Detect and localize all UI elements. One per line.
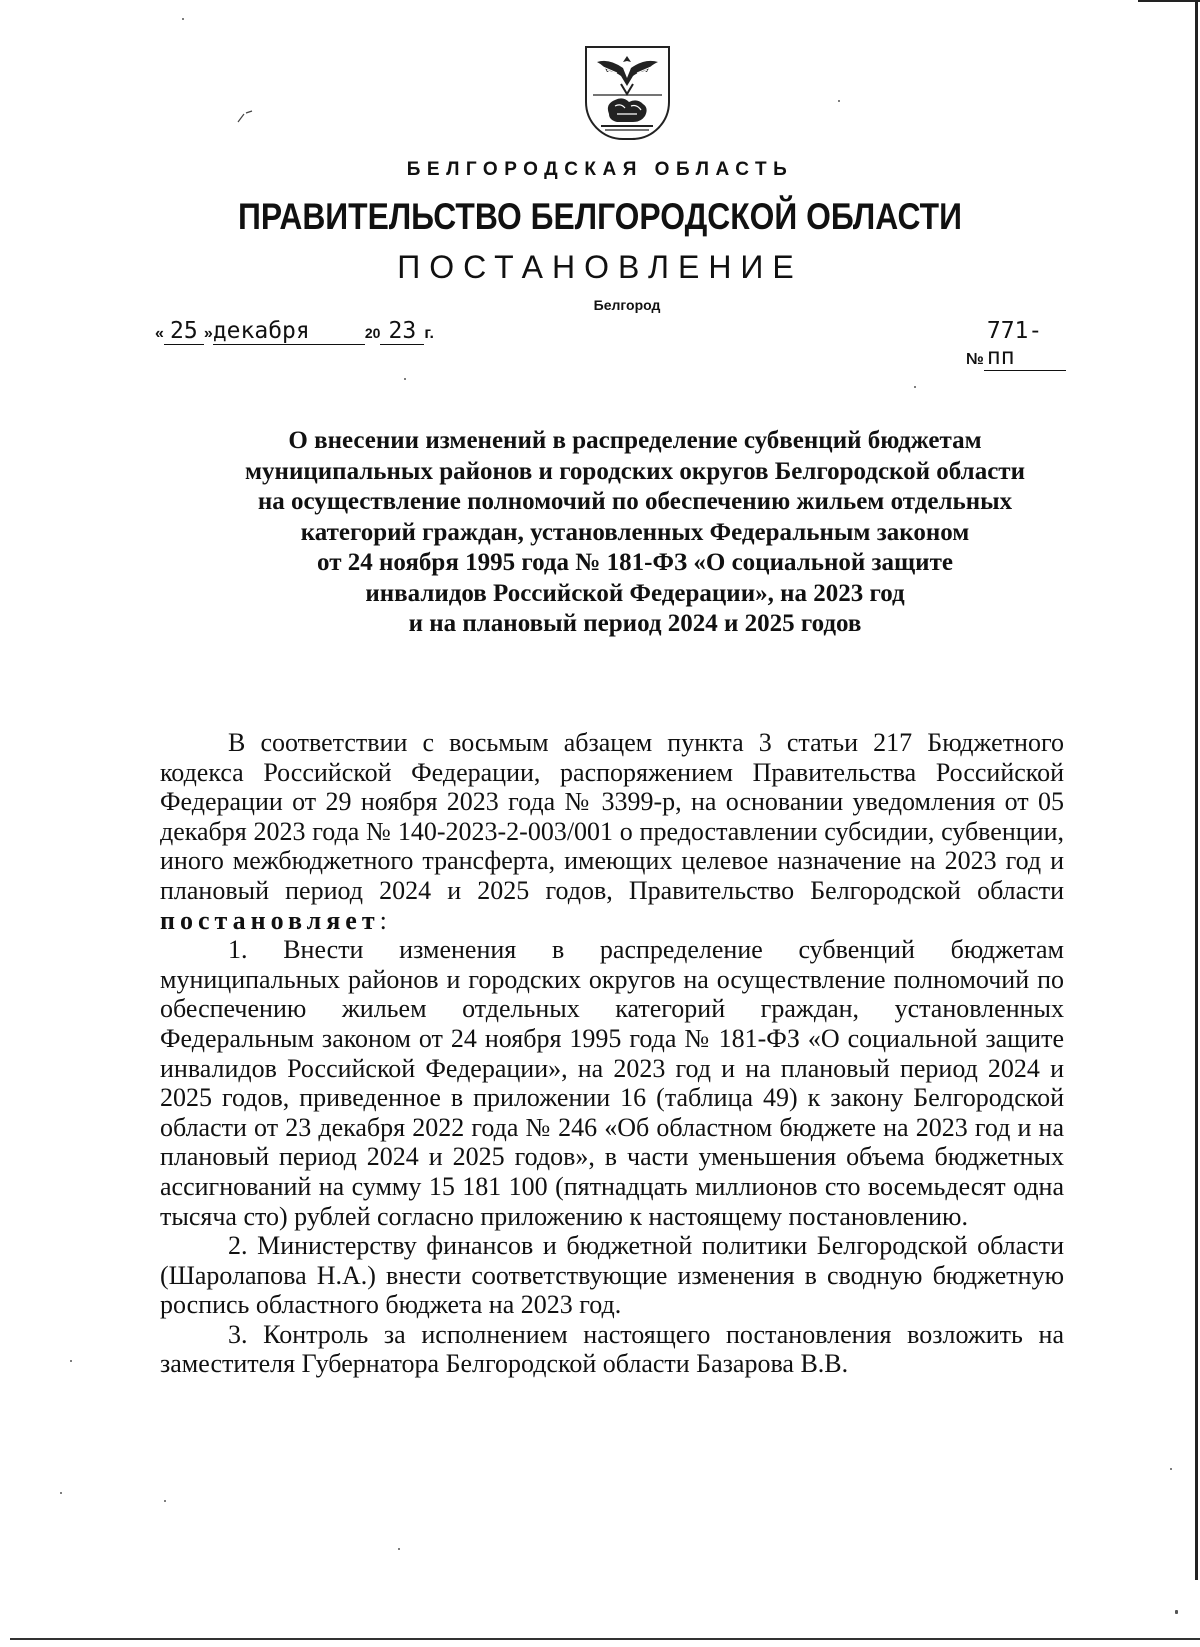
scan-speck	[914, 386, 916, 388]
title-line: и на плановый период 2024 и 2025 годов	[408, 610, 862, 637]
title-line: муниципальных районов и городских округов Белгородской области	[245, 457, 1025, 485]
scan-edge-corner	[1138, 0, 1200, 2]
scan-speck	[70, 1360, 72, 1362]
title-line: на осуществление полномочий по обеспечению жильем отдельных	[257, 488, 1013, 515]
scan-speck	[60, 1492, 62, 1494]
item-2-paragraph: 2. Министерству финансов и бюджетной политики Белгородской области (Шаролапова Н.А.) внести соответствующие изменения в сводную бюджетную роспись областного бюджета на 2023 год.	[160, 1231, 1064, 1320]
scan-speck	[182, 18, 184, 20]
city-label: Белгород	[593, 297, 661, 313]
number-value: 771-пп	[984, 318, 1066, 371]
coat-of-arms-emblem	[585, 46, 670, 140]
date-year-mark: г.	[424, 325, 434, 342]
decree-number	[966, 318, 1066, 371]
title-line: категорий граждан, установленных Федеральным законом	[300, 518, 970, 546]
date-day: 25	[164, 318, 204, 345]
decree-body	[160, 728, 1064, 1379]
scan-edge-right	[1195, 0, 1198, 1580]
preamble-text: В соответствии с восьмым абзацем пункта 3 статьи 217 Бюджетного кодекса Российской Федерации, распоряжением Правительства Российской Федерации от 29 ноября 2023 года № 3399-р, на основании уведомления от 05 декабря 2023 года № 140-2023-2-003/001 о предоставлении субсидии, субвенции, иного межбюджетного трансферта, имеющих целевое назначение на 2023 год и плановый период 2024 и 2025 годов, Правительство Белгородской области	[160, 728, 1064, 905]
date-year: 23	[380, 318, 424, 345]
scan-speck	[164, 1500, 166, 1502]
title-line: от 24 ноября 1995 года № 181-ФЗ «О социальной защите	[317, 549, 953, 576]
scan-edge-bottom	[10, 1638, 1200, 1640]
decree-type-heading: ПОСТАНОВЛЕНИЕ	[397, 249, 803, 285]
scan-speck	[404, 378, 406, 380]
item-3-paragraph: 3. Контроль за исполнением настоящего постановления возложить на заместителя Губернатора Белгородской области Базарова В.В.	[160, 1319, 1064, 1379]
date-quote-open: «	[155, 325, 164, 342]
decree-title	[160, 426, 1110, 640]
scan-speck	[838, 100, 840, 102]
decree-date	[155, 318, 434, 345]
number-sign: №	[966, 351, 984, 368]
date-month: декабря	[213, 318, 365, 345]
title-line: О внесении изменений в распределение субвенций бюджетам	[288, 427, 982, 454]
scan-speck	[1170, 1468, 1172, 1470]
government-heading: ПРАВИТЕЛЬСТВО БЕЛГОРОДСКОЙ ОБЛАСТИ	[238, 196, 962, 237]
item-1-paragraph: 1. Внести изменения в распределение субвенций бюджетам муниципальных районов и городских округов на осуществление полномочий по обеспечению жильем отдельных категорий граждан, установленных Федеральным законом от 24 ноября 1995 года № 181-ФЗ «О социальной защите инвалидов Российской Федерации», на 2023 год и на плановый период 2024 и 2025 годов, приведенное в приложении 16 (таблица 49) к закону Белгородской области от 23 декабря 2022 года № 246 «Об областном бюджете на 2023 год и на плановый период 2024 и 2025 годов», в части уменьшения объема бюджетных ассигнований на сумму 15 181 100 (пятнадцать миллионов сто восемьдесят одна тысяча сто) рублей согласно приложению к настоящему постановлению.	[160, 935, 1064, 1231]
resolves-colon: :	[379, 905, 387, 935]
title-line: инвалидов Российской Федерации», на 2023 год	[365, 579, 905, 607]
region-heading: БЕЛГОРОДСКАЯ ОБЛАСТЬ	[406, 159, 794, 180]
preamble-paragraph	[160, 728, 1064, 935]
pen-mark	[236, 110, 254, 124]
date-year-prefix: 20	[364, 325, 381, 341]
scan-speck	[1175, 1610, 1178, 1614]
scan-speck	[398, 1548, 400, 1550]
date-quote-close: »	[203, 325, 213, 342]
resolves-word: постановляет	[160, 905, 380, 935]
